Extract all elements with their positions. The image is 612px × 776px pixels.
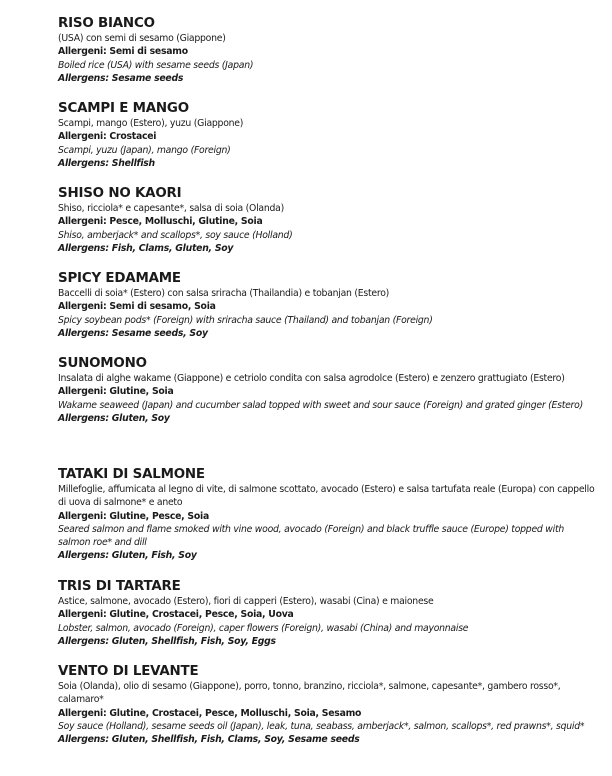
dish-description-it: (USA) con semi di sesamo (Giappone) [58, 33, 226, 44]
dish-title: TATAKI DI SALMONE [58, 467, 205, 482]
dish-scampi-e-mango [58, 101, 598, 170]
dish-allergeni: Allergeni: Semi di sesamo, Soia [58, 301, 216, 313]
dish-shiso-no-kaori [58, 186, 598, 255]
dish-title: VENTO DI LEVANTE [58, 664, 199, 679]
dish-description-it: Shiso, ricciola* e capesante*, salsa di soia (Olanda) [58, 203, 284, 214]
dish-description-en: Wakame seaweed (Japan) and cucumber salad topped with sweet and sour sauce (Foreign) and grated ginger (Estero) [58, 399, 583, 411]
dish-allergeni: Allergeni: Semi di sesamo [58, 46, 188, 58]
dish-description-en: Shiso, amberjack* and scallops*, soy sauce (Holland) [58, 229, 293, 241]
dish-title: SCAMPI E MANGO [58, 101, 189, 116]
dish-allergens: Allergens: Gluten, Shellfish, Fish, Soy, Eggs [58, 635, 276, 647]
dish-allergens: Allergens: Gluten, Fish, Soy [58, 550, 197, 562]
dish-description-it: Baccelli di soia* (Estero) con salsa sriracha (Thailandia) e tobanjan (Estero) [58, 288, 390, 299]
dish-allergens: Allergens: Gluten, Soy [58, 412, 170, 424]
dish-allergens: Allergens: Fish, Clams, Gluten, Soy [58, 242, 234, 254]
dish-title: SHISO NO KAORI [58, 186, 182, 201]
dish-description-it: Millefoglie, affumicata al legno di vite, di salmone scottato, avocado (Estero) e salsa tartufata reale (Europa) con cappello di uova di salmone* e aneto [58, 484, 595, 509]
dish-allergens: Allergens: Sesame seeds [58, 72, 184, 84]
dish-tris-di-tartare [58, 579, 598, 648]
dish-description-en: Soy sauce (Holland), sesame seeds oil (Japan), leak, tuna, seabass, amberjack*, salmon, scallops*, red prawns*, squid* [58, 720, 585, 732]
dish-allergens: Allergens: Gluten, Shellfish, Fish, Clams, Soy, Sesame seeds [58, 734, 360, 746]
dish-description-en: Scampi, yuzu (Japan), mango (Foreign) [58, 144, 231, 156]
dish-allergeni: Allergeni: Glutine, Crostacei, Pesce, Molluschi, Soia, Sesamo [58, 707, 362, 719]
dish-description-it: Astice, salmone, avocado (Estero), fiori di capperi (Estero), wasabi (Cina) e maionese [58, 596, 434, 607]
dish-description-it: Insalata di alghe wakame (Giappone) e cetriolo condita con salsa agrodolce (Estero) e zenzero grattugiato (Estero) [58, 373, 565, 384]
dish-title: SUNOMONO [58, 356, 147, 371]
dish-allergeni: Allergeni: Glutine, Crostacei, Pesce, Soia, Uova [58, 609, 294, 621]
dish-sunomono [58, 356, 598, 425]
dish-description-en: Boiled rice (USA) with sesame seeds (Japan) [58, 59, 254, 71]
dish-title: SPICY EDAMAME [58, 271, 181, 286]
dish-title: RISO BIANCO [58, 16, 155, 31]
dish-spicy-edamame [58, 271, 598, 340]
dish-description-it: Scampi, mango (Estero), yuzu (Giappone) [58, 118, 244, 129]
dish-description-en: Lobster, salmon, avocado (Foreign), caper flowers (Foreign), wasabi (China) and mayonnaise [58, 622, 469, 634]
dish-tataki-di-salmone [58, 467, 598, 563]
dish-allergeni: Allergeni: Pesce, Molluschi, Glutine, Soia [58, 216, 263, 228]
dish-vento-di-levante [58, 664, 598, 746]
dish-description-en: Spicy soybean pods* (Foreign) with sriracha sauce (Thailand) and tobanjan (Foreign) [58, 314, 433, 326]
dish-title: TRIS DI TARTARE [58, 579, 181, 594]
dish-allergens: Allergens: Shellfish [58, 157, 155, 169]
dish-riso-bianco [58, 16, 598, 85]
dish-description-en: Seared salmon and flame smoked with vine wood, avocado (Foreign) and black truffle sauce (Europe) topped with salmon roe* and dill [58, 523, 564, 549]
dish-allergens: Allergens: Sesame seeds, Soy [58, 327, 208, 339]
dish-allergeni: Allergeni: Crostacei [58, 131, 157, 143]
dish-allergeni: Allergeni: Glutine, Soia [58, 386, 174, 398]
dish-allergeni: Allergeni: Glutine, Pesce, Soia [58, 510, 209, 522]
dish-description-it: Soia (Olanda), olio di sesamo (Giappone), porro, tonno, branzino, ricciola*, salmone, capesante*, gambero rosso*, calamaro* [58, 681, 561, 706]
